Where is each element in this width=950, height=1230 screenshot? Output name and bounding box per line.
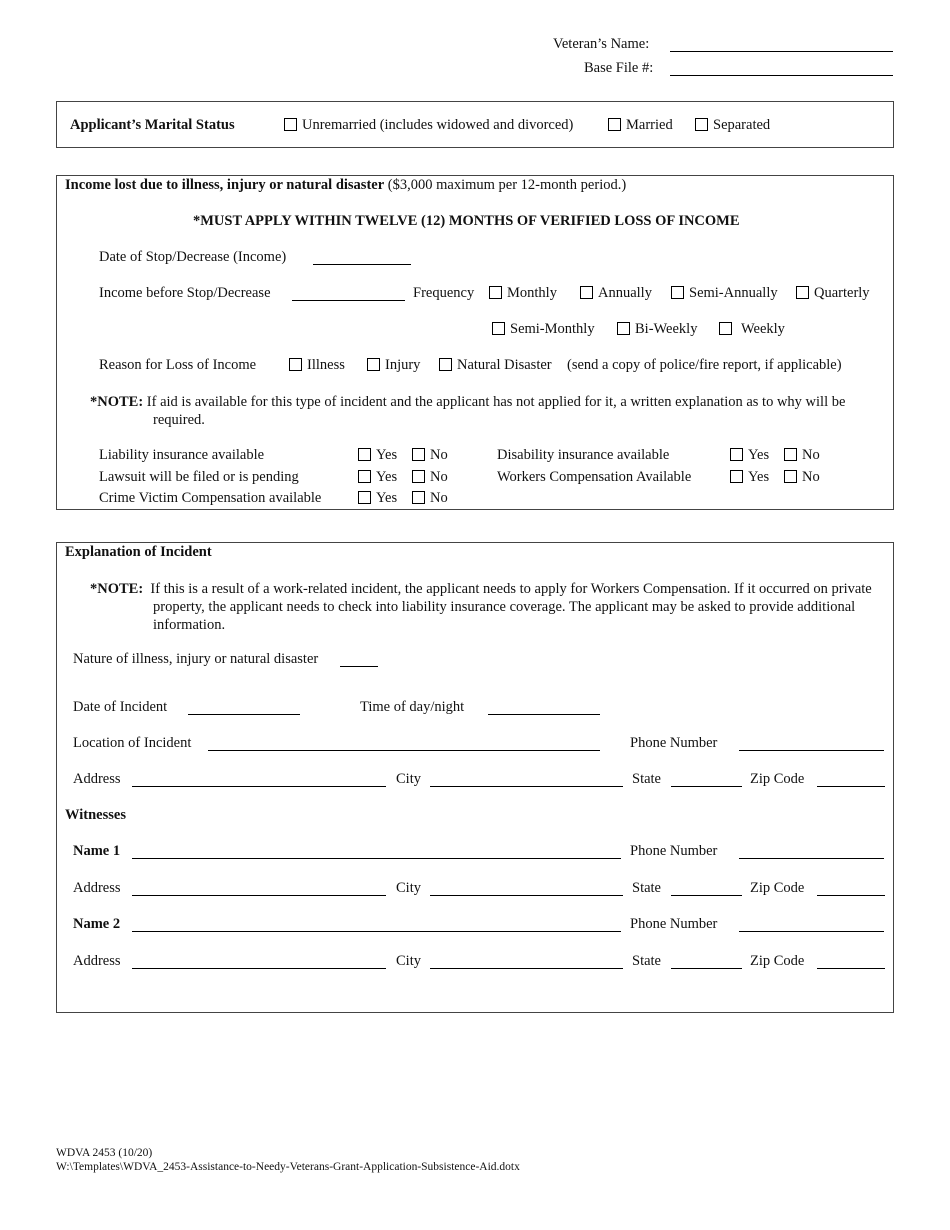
checkbox[interactable] <box>284 118 297 131</box>
checkbox[interactable] <box>730 470 743 483</box>
lawsuit-no[interactable]: No <box>412 469 448 486</box>
must-apply-notice: *MUST APPLY WITHIN TWELVE (12) MONTHS OF VERIFIED LOSS OF INCOME <box>193 213 740 229</box>
location-state-field[interactable] <box>671 786 742 787</box>
workers-comp-label: Workers Compensation Available <box>497 469 692 485</box>
frequency-bi-weekly[interactable]: Bi-Weekly <box>617 321 697 338</box>
incident-section-title: Explanation of Incident <box>65 544 212 560</box>
checkbox[interactable] <box>412 470 425 483</box>
checkbox[interactable] <box>358 448 371 461</box>
nature-label: Nature of illness, injury or natural disaster <box>73 651 319 667</box>
liability-insurance-label: Liability insurance available <box>99 447 265 463</box>
checkbox[interactable] <box>412 448 425 461</box>
checkbox[interactable] <box>489 286 502 299</box>
marital-status-label: Applicant’s Marital Status <box>70 117 235 133</box>
checkbox[interactable] <box>439 358 452 371</box>
lawsuit-yes[interactable]: Yes <box>358 469 397 486</box>
witness2-address-label: Address <box>73 953 121 969</box>
crime-victim-label: Crime Victim Compensation available <box>99 490 322 506</box>
checkbox[interactable] <box>608 118 621 131</box>
witness1-city-field[interactable] <box>430 895 623 896</box>
checkbox[interactable] <box>671 286 684 299</box>
frequency-label: Frequency <box>413 285 475 301</box>
checkbox[interactable] <box>580 286 593 299</box>
template-path: W:\Templates\WDVA_2453-Assistance-to-Needy-Veterans-Grant-Application-Subsistence-Aid.dotx <box>56 1161 520 1173</box>
incident-date-field[interactable] <box>188 714 300 715</box>
crime-victim-yes[interactable]: Yes <box>358 490 397 507</box>
incident-time-field[interactable] <box>488 714 600 715</box>
reason-note: (send a copy of police/fire report, if applicable) <box>567 357 842 373</box>
reason-illness[interactable]: Illness <box>289 357 345 374</box>
frequency-monthly[interactable]: Monthly <box>489 285 557 302</box>
reason-label: Reason for Loss of Income <box>99 357 257 373</box>
location-zip-field[interactable] <box>817 786 885 787</box>
workers-comp-no[interactable]: No <box>784 469 820 486</box>
witness2-state-label: State <box>632 953 661 969</box>
checkbox[interactable] <box>719 322 732 335</box>
frequency-quarterly[interactable]: Quarterly <box>796 285 870 302</box>
witness2-phone-label: Phone Number <box>630 916 718 932</box>
location-field[interactable] <box>208 750 600 751</box>
location-state-label: State <box>632 771 661 787</box>
checkbox[interactable] <box>367 358 380 371</box>
crime-victim-no[interactable]: No <box>412 490 448 507</box>
reason-natural-disaster[interactable]: Natural Disaster <box>439 357 552 374</box>
lawsuit-label: Lawsuit will be filed or is pending <box>99 469 299 485</box>
checkbox[interactable] <box>289 358 302 371</box>
location-city-field[interactable] <box>430 786 623 787</box>
veteran-name-field[interactable] <box>670 51 893 52</box>
incident-time-label: Time of day/night <box>360 699 465 715</box>
witness2-address-field[interactable] <box>132 968 386 969</box>
disability-no[interactable]: No <box>784 447 820 464</box>
location-zip-label: Zip Code <box>750 771 805 787</box>
frequency-semi-annually[interactable]: Semi-Annually <box>671 285 778 302</box>
base-file-label: Base File #: <box>584 60 654 76</box>
location-phone-label: Phone Number <box>630 735 718 751</box>
checkbox[interactable] <box>695 118 708 131</box>
witness1-name-label: Name 1 <box>73 843 121 859</box>
checkbox[interactable] <box>492 322 505 335</box>
location-label: Location of Incident <box>73 735 192 751</box>
checkbox[interactable] <box>358 470 371 483</box>
reason-injury[interactable]: Injury <box>367 357 420 374</box>
witness2-city-label: City <box>396 953 421 969</box>
form-id: WDVA 2453 (10/20) <box>56 1147 153 1159</box>
location-phone-field[interactable] <box>739 750 884 751</box>
location-city-label: City <box>396 771 421 787</box>
checkbox[interactable] <box>784 448 797 461</box>
checkbox[interactable] <box>412 491 425 504</box>
witness2-zip-label: Zip Code <box>750 953 805 969</box>
witness1-zip-label: Zip Code <box>750 880 805 896</box>
income-before-field[interactable] <box>292 300 405 301</box>
witness1-address-field[interactable] <box>132 895 386 896</box>
witness2-name-label: Name 2 <box>73 916 121 932</box>
incident-note: *NOTE: If this is a result of a work-related incident, the applicant needs to apply for Workers Compensation. If it occurred on private property, the applicant needs to check into liability insurance coverage. The applicant may be asked to provide additional information. <box>90 581 872 633</box>
witness1-state-field[interactable] <box>671 895 742 896</box>
frequency-semi-monthly[interactable]: Semi-Monthly <box>492 321 595 338</box>
income-section-title: Income lost due to illness, injury or natural disaster ($3,000 maximum per 12-month period.) <box>65 177 627 193</box>
checkbox[interactable] <box>358 491 371 504</box>
liability-yes[interactable]: Yes <box>358 447 397 464</box>
disability-yes[interactable]: Yes <box>730 447 769 464</box>
checkbox[interactable] <box>784 470 797 483</box>
witness2-zip-field[interactable] <box>817 968 885 969</box>
witness1-address-label: Address <box>73 880 121 896</box>
witness2-state-field[interactable] <box>671 968 742 969</box>
checkbox[interactable] <box>730 448 743 461</box>
base-file-field[interactable] <box>670 75 893 76</box>
workers-comp-yes[interactable]: Yes <box>730 469 769 486</box>
location-address-label: Address <box>73 771 121 787</box>
liability-no[interactable]: No <box>412 447 448 464</box>
checkbox[interactable] <box>617 322 630 335</box>
witness1-city-label: City <box>396 880 421 896</box>
marital-option-married[interactable]: Married <box>608 117 673 134</box>
veteran-name-label: Veteran’s Name: <box>553 36 650 52</box>
witness2-phone-field[interactable] <box>739 931 884 932</box>
witness1-name-field[interactable] <box>132 858 621 859</box>
frequency-weekly[interactable]: Weekly <box>719 321 785 338</box>
witnesses-heading: Witnesses <box>65 807 126 823</box>
witness2-city-field[interactable] <box>430 968 623 969</box>
disability-insurance-label: Disability insurance available <box>497 447 670 463</box>
frequency-annually[interactable]: Annually <box>580 285 652 302</box>
income-note: *NOTE: If aid is available for this type of incident and the applicant has not applied for it, a written explanation as to why will be required. <box>90 394 846 428</box>
marital-option-separated[interactable]: Separated <box>695 117 770 134</box>
date-stop-field[interactable] <box>313 264 411 265</box>
income-before-label: Income before Stop/Decrease <box>99 285 271 301</box>
witness1-phone-label: Phone Number <box>630 843 718 859</box>
location-address-field[interactable] <box>132 786 386 787</box>
witness1-state-label: State <box>632 880 661 896</box>
witness2-name-field[interactable] <box>132 931 621 932</box>
date-stop-label: Date of Stop/Decrease (Income) <box>99 249 287 265</box>
marital-option-unremarried[interactable]: Unremarried (includes widowed and divorced) <box>284 117 573 134</box>
nature-field[interactable] <box>340 666 378 667</box>
witness1-zip-field[interactable] <box>817 895 885 896</box>
checkbox[interactable] <box>796 286 809 299</box>
witness1-phone-field[interactable] <box>739 858 884 859</box>
incident-date-label: Date of Incident <box>73 699 168 715</box>
